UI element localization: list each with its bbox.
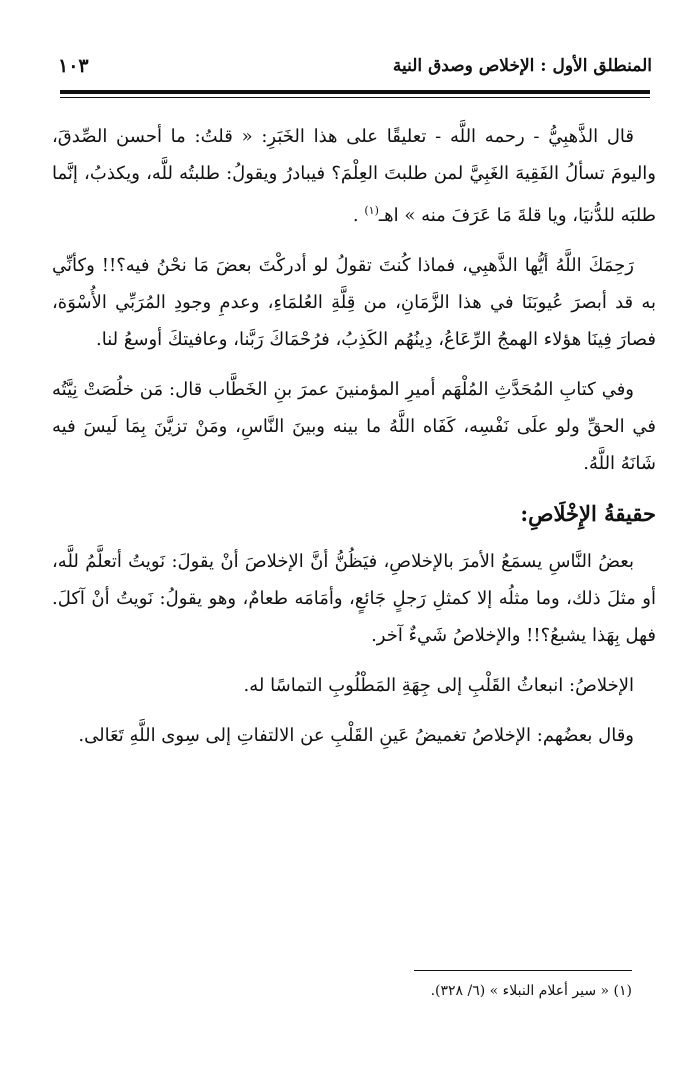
section-heading: حقيقةُ الإِخْلَاصِ:	[520, 501, 656, 526]
paragraph-text: قال الذَّهبِيُّ - رحمه اللَّه - تعليقًا على هذا الخَبَرِ: « قلتُ: ما أحسن الصِّدقَ، واليومَ تسألُ الفَقِيهَ الغَبِيَّ لمن طلبتَ العِلْمَ؟ فيبادرُ ويقولُ: طلبتُه للَّه، ويكذبُ، إنَّما طلبَه للدُّنيَا، ويا قلةَ مَا عَرَفَ منه » اهـ	[52, 126, 656, 226]
running-title: المنطلق الأول : الإخلاص وصدق النية	[392, 56, 652, 76]
punctuation: .	[352, 205, 365, 226]
running-header	[58, 48, 652, 84]
footnote-rule	[414, 970, 632, 971]
header-rule-thin	[60, 97, 650, 98]
header-rule-thick	[60, 90, 650, 94]
paragraph-ikhlas-misconception: بعضُ النَّاسِ يسمَعُ الأمرَ بالإخلاصِ، فيَظُنُّ أنَّ الإخلاصَ أنْ يقولَ: نَويتُ أتعلَّمُ للَّه، أو مثلَ ذلك، وما مثلُه إلا كمثلِ رَجلٍ جَائعٍ، وأمَامَه طعامٌ، وهو يقولُ: نَويتُ أنْ آكلَ. فهل بِهَذا يشبعُ؟!! والإخلاصُ شَيءٌ آخر.	[52, 551, 656, 646]
paragraph-umar-letter: وفي كتابِ المُحَدَّثِ المُلْهَم أميرِ المؤمنينَ عمرَ بنِ الخَطَّاب قال: مَن خلُصَتْ نِيَّتُه في الحقِّ ولو علَى نَفْسِه، كَفَاه اللَّهُ ما بينه وبينَ النَّاسِ، ومَنْ تزيَّنَ بِمَا لَيسَ فيه شَانَهُ اللَّهُ.	[52, 379, 656, 474]
page-number: ١٠٣	[58, 55, 89, 77]
footnote: (١) « سير أعلام النبلاء » (٦/ ٣٢٨).	[430, 983, 632, 999]
paragraph-ikhlas-definition: الإخلاصُ: انبعاثُ القَلْبِ إلى جِهَةِ المَطْلُوبِ التماسًا له.	[243, 675, 634, 696]
paragraph-commentary: رَحِمَكَ اللَّهُ أيُّها الذَّهبِي، فماذا كُنتَ تقولُ لو أدركْتَ بعضَ مَا نحْنُ فيه؟!! وكأنِّي به قد أبصرَ عُيوبَنَا في هذا الزَّمَانِ، من قِلَّةِ العُلمَاءِ، وعدمِ وجودِ المُرَبِّي الأُسْوَة، فصارَ فِينَا هؤلاء الهمجُ الرِّعَاعُ، دِينُهُم الكَذِبُ، فرُحْمَاكَ رَبَّنا، وعافيتكَ أوسعُ لنا.	[52, 255, 656, 350]
main-text	[52, 118, 656, 767]
footnote-marker: (١)	[364, 204, 379, 217]
paragraph-dhahabi-quote	[52, 118, 656, 234]
paragraph-ikhlas-saying: وقال بعضُهم: الإخلاصُ تغميضُ عَينِ القَلْبِ عن الالتفاتِ إلى سِوى اللَّهِ تَعَالى.	[78, 725, 634, 746]
